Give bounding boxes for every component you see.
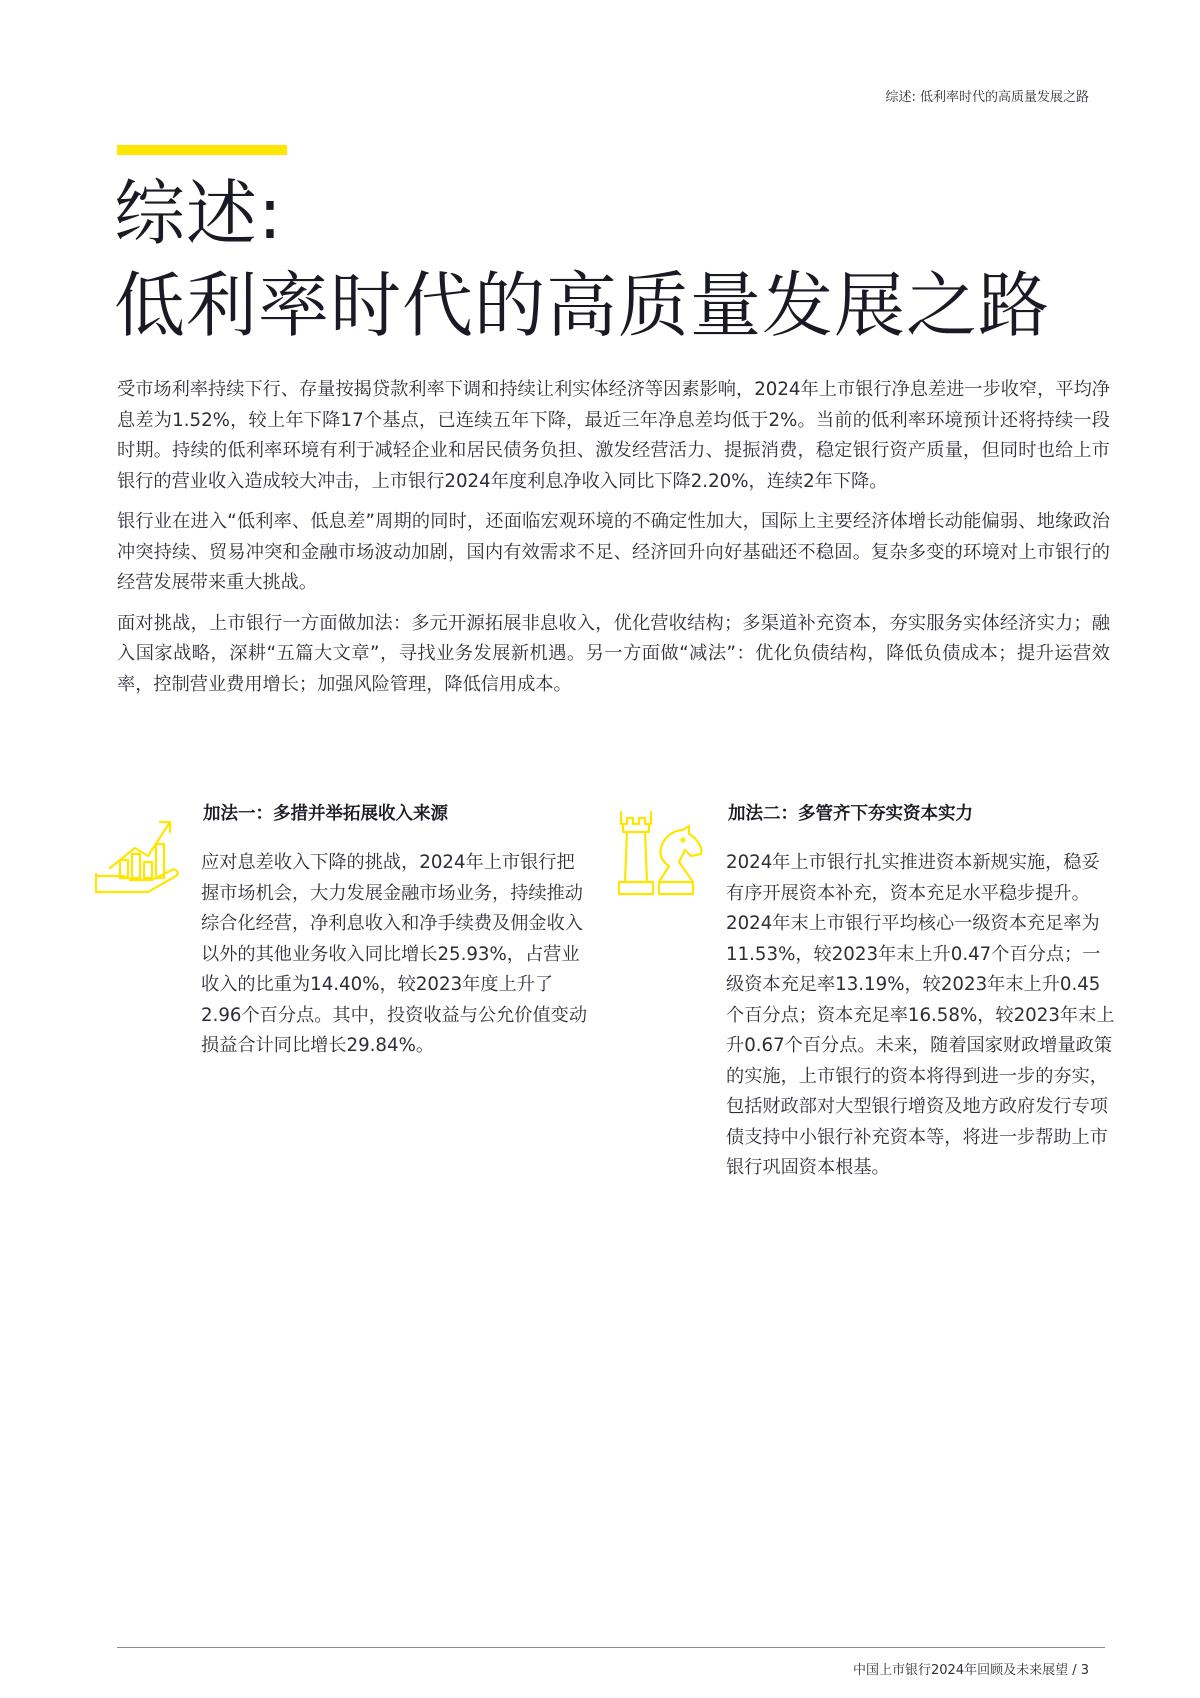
right-column-title: 加法二：多管齐下夯实资本实力: [728, 804, 973, 824]
growth-chart-hand-icon: [90, 810, 190, 910]
intro-paragraph: 面对挑战，上市银行一方面做加法：多元开源拓展非息收入，优化营收结构；多渠道补充资本，夯实服务实体经济实力；融入国家战略，深耕“五篇大文章”，寻找业务发展新机遇。另一方面做“减法”：优化负债结构，降低负债成本；提升运营效率，控制营业费用增长；加强风险管理，降低信用成本。: [117, 612, 1110, 695]
intro-paragraph: 受市场利率持续下行、存量按揭贷款利率下调和持续让利实体经济等因素影响，2024年上市银行净息差进一步收窄，平均净息差为1.52%，较上年下降17个基点，已连续五年下降，最近三年净息差均低于2%。当前的低利率环境预计还将持续一段时期。持续的低利率环境有利于减轻企业和居民债务负担、激发经营活力、提振消费，稳定银行资产质量，但同时也给上市银行的营业收入造成较大冲击，上市银行2024年度利息净收入同比下降2.20%，连续2年下降。: [117, 379, 1110, 492]
right-column-body: 2024年上市银行扎实推进资本新规实施，稳妥有序开展资本补充，资本充足水平稳步提升。2024年末上市银行平均核心一级资本充足率为11.53%，较2023年末上升0.47个百分点；一级资本充足率13.19%，较2023年末上升0.45个百分点；资本充足率16.58%，较2023年末上升0.67个百分点。未来，随着国家财政增量政策的实施，上市银行的资本将得到进一步的夯实，包括财政部对大型银行增资及地方政府发行专项债支持中小银行补充资本等，将进一步帮助上市银行巩固资本根基。: [726, 852, 1115, 1178]
footer-divider: [117, 1647, 1105, 1648]
title-accent-bar: [117, 145, 287, 155]
footer-text: 中国上市银行2024年回顾及未来展望 / 3: [853, 1663, 1089, 1678]
chess-pieces-icon: [615, 810, 715, 910]
left-column-body: 应对息差收入下降的挑战，2024年上市银行把握市场机会，大力发展金融市场业务，持续推动综合化经营，净利息收入和净手续费及佣金收入以外的其他业务收入同比增长25.93%，占营业收入的比重为14.40%，较2023年度上升了2.96个百分点。其中，投资收益与公允价值变动损益合计同比增长29.84%。: [201, 852, 588, 1056]
left-column-title: 加法一：多措并举拓展收入来源: [203, 804, 448, 824]
page-title-line-1: 综述:: [114, 172, 283, 255]
intro-section: [117, 375, 1110, 710]
intro-paragraph: 银行业在进入“低利率、低息差”周期的同时，还面临宏观环境的不确定性加大，国际上主要经济体增长动能偏弱、地缘政治冲突持续、贸易冲突和金融市场波动加剧，国内有效需求不足、经济回升向好基础还不稳固。复杂多变的环境对上市银行的经营发展带来重大挑战。: [117, 511, 1110, 593]
running-header: 综述: 低利率时代的高质量发展之路: [885, 90, 1089, 105]
page-title-line-2: 低利率时代的高质量发展之路: [114, 264, 1051, 347]
page-title: [114, 168, 1134, 352]
